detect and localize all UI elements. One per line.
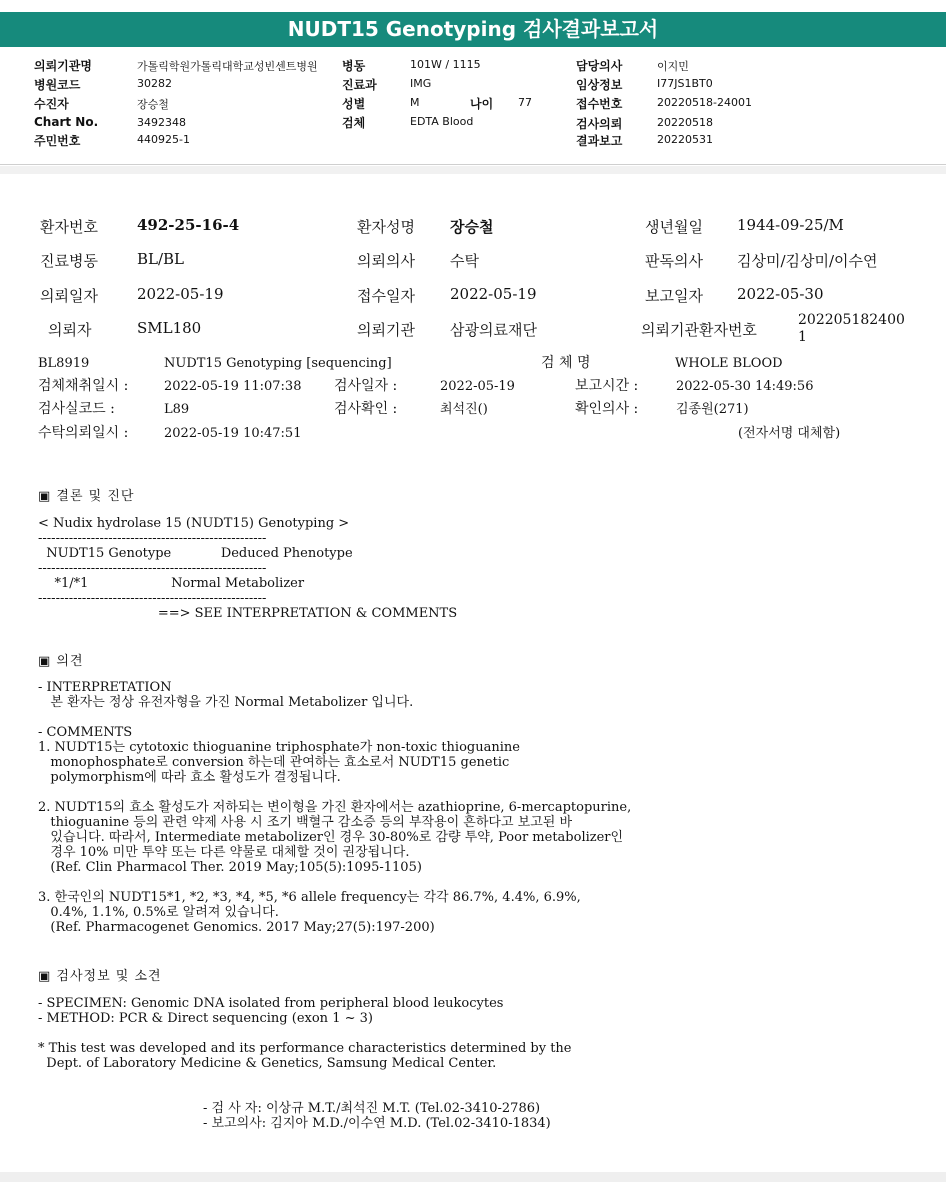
text-line: 3. 한국인의 NUDT15*1, *2, *3, *4, *5, *6 allele frequency는 각각 86.7%, 4.4%, 6.9%, (38, 890, 581, 905)
text-line: < Nudix hydrolase 15 (NUDT15) Genotyping > (38, 516, 350, 531)
report-title: NUDT15 Genotyping 검사결과보고서 (0, 12, 946, 47)
text-line: NUDT15 Genotype Deduced Phenotype (38, 546, 353, 561)
patient-label: 환자번호 (40, 218, 98, 236)
test-code: BL8919 (38, 356, 90, 371)
info-label: Chart No. (34, 115, 99, 129)
patient-value: 1944-09-25/M (737, 216, 844, 234)
text-line: - INTERPRETATION (38, 680, 172, 695)
doctor-value: 김종원(271) (676, 402, 749, 417)
info-label: 임상정보 (576, 78, 623, 92)
text-line: 2. NUDT15의 효소 활성도가 저하되는 변이형을 가진 환자에서는 azathioprine, 6-mercaptopurine, (38, 800, 632, 815)
text-line: thioguanine 등의 관련 약제 사용 시 조기 백혈구 감소증 등의 부작용이 흔하다고 보고된 바 (38, 815, 573, 830)
patient-value: 삼광의료재단 (450, 321, 537, 339)
info-label: 주민번호 (34, 134, 81, 148)
conclusion-heading: ▣ 결론 및 진단 (38, 489, 135, 504)
collect-label: 검체채취일시 : (38, 378, 129, 394)
room-label: 검사실코드 : (38, 401, 115, 417)
text-line: polymorphism에 따라 효소 활성도가 결정됩니다. (38, 770, 341, 785)
age-value: 77 (518, 96, 532, 109)
footer-band (0, 1172, 946, 1182)
patient-label: 의뢰일자 (40, 287, 98, 305)
info-heading: ▣ 검사정보 및 소견 (38, 969, 162, 984)
text-line: *1/*1 Normal Metabolizer (38, 576, 305, 591)
info-value: 440925-1 (137, 133, 190, 146)
patient-value: 김상미/김상미/이수연 (737, 252, 878, 270)
text-line: (Ref. Clin Pharmacol Ther. 2019 May;105(5):1095-1105) (38, 860, 422, 875)
info-value: 20220518 (657, 116, 713, 129)
specimen-value: WHOLE BLOOD (675, 356, 783, 371)
patient-label: 보고일자 (645, 287, 703, 305)
patient-label: 진료병동 (40, 252, 98, 270)
reporttime-label: 보고시간 : (575, 378, 639, 394)
doctor-label: 확인의사 : (575, 401, 639, 417)
text-line: 경우 10% 미만 투약 또는 다른 약물로 대체할 것이 권장됩니다. (38, 845, 410, 860)
text-line: - 보고의사: 김지아 M.D./이수연 M.D. (Tel.02-3410-1834) (203, 1116, 551, 1131)
info-value: 30282 (137, 77, 172, 90)
patient-value: SML180 (137, 319, 202, 337)
text-line: - 검 사 자: 이상규 M.T./최석진 M.T. (Tel.02-3410-2786) (203, 1101, 541, 1116)
age-label: 나이 (470, 97, 494, 111)
info-label: 병동 (342, 59, 366, 73)
request-info-panel (0, 52, 946, 165)
patient-label: 의뢰의사 (357, 252, 415, 270)
specimen-label: 검 체 명 (541, 355, 591, 371)
order-value: 2022-05-19 10:47:51 (164, 426, 302, 441)
patient-value: 2022-05-19 (450, 285, 537, 303)
info-label: 결과보고 (576, 134, 623, 148)
text-line: monophosphate로 conversion 하는데 관여하는 효소로서 NUDT15 genetic (38, 755, 510, 770)
info-label: 검체 (342, 116, 366, 130)
text-line: ---------------------------------------------------- (38, 531, 267, 546)
room-value: L89 (164, 402, 190, 417)
text-line: 있습니다. 따라서, Intermediate metabolizer인 경우 30-80%로 감량 투약, Poor metabolizer인 (38, 830, 624, 845)
test-name: NUDT15 Genotyping [sequencing] (164, 356, 392, 371)
info-value: 장승철 (137, 98, 169, 111)
confirm-label: 검사확인 : (334, 401, 398, 417)
patient-value: BL/BL (137, 250, 185, 268)
info-label: 성별 (342, 97, 366, 111)
testdate-value: 2022-05-19 (440, 379, 515, 394)
confirm-value: 최석진() (440, 402, 488, 417)
reporttime-value: 2022-05-30 14:49:56 (676, 379, 814, 394)
info-label: 담당의사 (576, 59, 623, 73)
info-value: M (410, 96, 420, 109)
testdate-label: 검사일자 : (334, 378, 398, 394)
patient-value: 2022-05-19 (137, 285, 224, 303)
text-line: ---------------------------------------------------- (38, 561, 267, 576)
info-label: 병원코드 (34, 78, 81, 92)
info-value: 101W / 1115 (410, 58, 481, 71)
patient-label: 의뢰기관환자번호 (641, 321, 757, 339)
text-line: (Ref. Pharmacogenet Genomics. 2017 May;27(5):197-200) (38, 920, 435, 935)
text-line: Dept. of Laboratory Medicine & Genetics, Samsung Medical Center. (38, 1056, 497, 1071)
section-divider (0, 166, 946, 174)
info-value: 20220531 (657, 133, 713, 146)
patient-value: 202205182400 (798, 312, 905, 328)
patient-id: 492-25-16-4 (137, 216, 240, 234)
info-value: IMG (410, 77, 432, 90)
patient-label: 환자성명 (357, 218, 415, 236)
order-label: 수탁의뢰일시 : (38, 425, 129, 441)
patient-label: 판독의사 (645, 252, 703, 270)
text-line: - COMMENTS (38, 725, 133, 740)
info-label: 의뢰기관명 (34, 59, 92, 73)
text-line: - SPECIMEN: Genomic DNA isolated from peripheral blood leukocytes (38, 996, 504, 1011)
patient-label: 의뢰기관 (357, 321, 415, 339)
collect-value: 2022-05-19 11:07:38 (164, 379, 302, 394)
text-line: 1. NUDT15는 cytotoxic thioguanine triphosphate가 non-toxic thioguanine (38, 740, 520, 755)
info-label: 수진자 (34, 97, 69, 111)
info-label: 검사의뢰 (576, 117, 623, 131)
info-value: 20220518-24001 (657, 96, 752, 109)
text-line: * This test was developed and its performance characteristics determined by the (38, 1041, 572, 1056)
text-line: ==> SEE INTERPRETATION & COMMENTS (38, 606, 458, 621)
patient-value: 수탁 (450, 252, 479, 270)
patient-value-wrap: 1 (798, 329, 807, 345)
text-line: - METHOD: PCR & Direct sequencing (exon 1 ~ 3) (38, 1011, 373, 1026)
patient-value: 2022-05-30 (737, 285, 824, 303)
patient-name: 장승철 (450, 218, 494, 236)
info-label: 접수번호 (576, 97, 623, 111)
info-value: I77JS1BT0 (657, 77, 713, 90)
text-line: 0.4%, 1.1%, 0.5%로 알려져 있습니다. (38, 905, 279, 920)
info-value: 이지민 (657, 60, 689, 73)
info-value: 가톨릭학원가톨릭대학교성빈센트병원 (137, 60, 318, 73)
info-label: 진료과 (342, 78, 377, 92)
info-value: 3492348 (137, 116, 186, 129)
patient-label: 생년월일 (645, 218, 703, 236)
patient-label: 접수일자 (357, 287, 415, 305)
text-line: 본 환자는 정상 유전자형을 가진 Normal Metabolizer 입니다. (38, 695, 414, 710)
info-value: EDTA Blood (410, 115, 474, 128)
patient-label: 의뢰자 (48, 321, 92, 339)
esign-note: (전자서명 대체함) (738, 426, 841, 441)
opinion-heading: ▣ 의견 (38, 654, 84, 669)
text-line: ---------------------------------------------------- (38, 591, 267, 606)
